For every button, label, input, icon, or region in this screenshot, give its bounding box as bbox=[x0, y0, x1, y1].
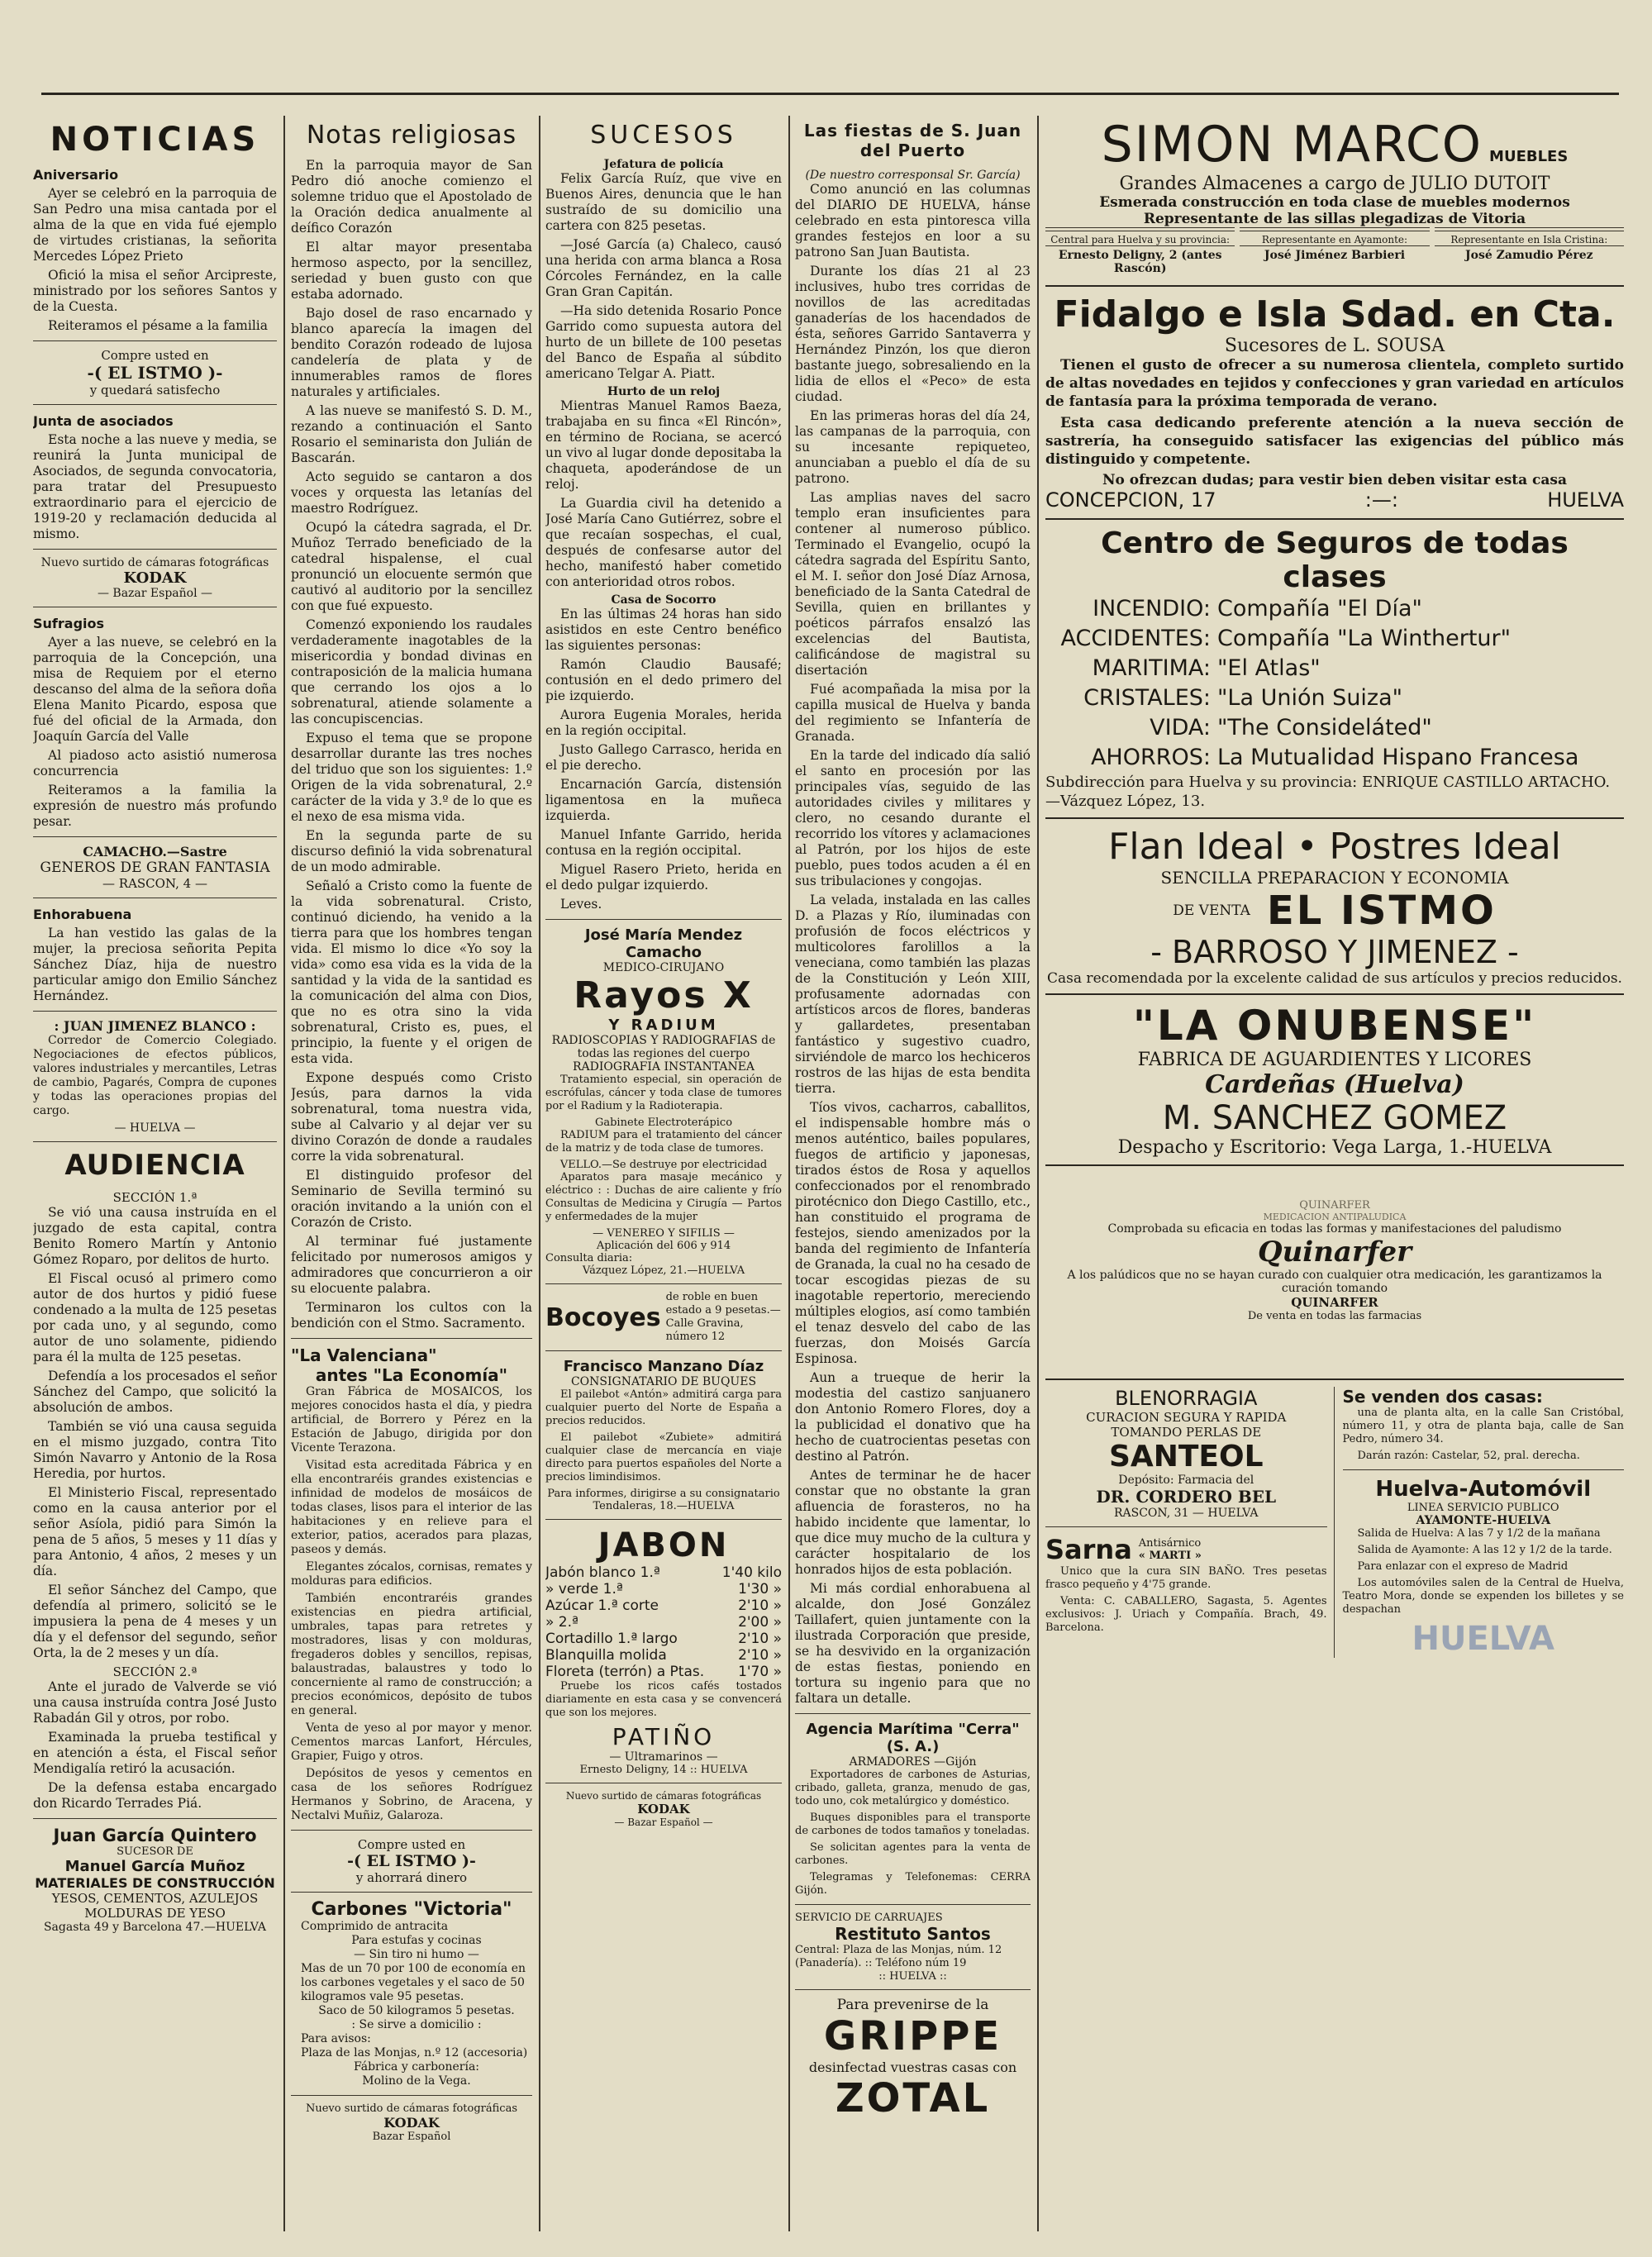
ad-text: Tratamiento especial, sin operación de escrófulas, cáncer y toda clase de tumores por el Radium y la Radioterapia. bbox=[545, 1074, 782, 1112]
ad-zotal: ZOTAL bbox=[835, 2075, 991, 2121]
ad-simon-marco: SIMON MARCO bbox=[1101, 116, 1483, 174]
ad-text: Tendaleras, 18.—HUELVA bbox=[593, 1500, 735, 1512]
ad-jimenez: : JUAN JIMENEZ BLANCO : bbox=[54, 1018, 256, 1034]
ad-el-istmo: EL ISTMO bbox=[1266, 888, 1497, 934]
ad-text: Corredor de Comercio Colegiado. Negociaciones de efectos públicos, valores industriales y mercantiles, Letras de cambio, Pagarés, Compra de cupones y todas las operaciones propias del cargo. bbox=[33, 1034, 277, 1117]
representatives-row bbox=[1045, 227, 1624, 275]
section-header-fiestas: Las fiestas de S. Juan del Puerto bbox=[803, 121, 1022, 160]
ad-text: Nuevo surtido de cámaras fotográficas bbox=[305, 2102, 518, 2115]
insurance-row bbox=[1045, 594, 1624, 624]
ad-text: Plaza de las Monjas, n.º 12 (accesoria) bbox=[301, 2046, 528, 2059]
ad-text: MOLDURAS DE YESO bbox=[84, 1906, 226, 1921]
column-divider bbox=[283, 116, 285, 2231]
ad-text: RADIOSCOPIAS Y RADIOGRAFIAS de todas las regiones del cuerpo RADIOGRAFIA INSTANTANEA bbox=[551, 1034, 776, 1074]
ad-text: Mas de un 70 por 100 de economía en los carbones vegetales y el saco de 50 kilogramos vale 95 pesetas. bbox=[301, 1962, 526, 2003]
article-text: —Ha sido detenida Rosario Ponce Garrido como supuesta autora del hurto de un billete de 100 pesetas del Banco de España al súbdito americano Telgar A. Piatt. bbox=[545, 303, 782, 381]
ad-text: Salida de Ayamonte: A las 12 y 1/2 de la tarde. bbox=[1357, 1544, 1612, 1556]
ad-barroso-jimenez: - BARROSO Y JIMENEZ - bbox=[1150, 934, 1519, 970]
article-text: Tíos vivos, cacharros, caballitos, el indispensable hombre más o menos auténtico, bailes populares, fuegos de artificio y japonesas, tirados éstos de Rosa y aquellos confeccionados por el renombrado pirotécnico don Diego Castillo, etc., han constituido el programa de festejos, siendo amenizados por la banda del regimiento de Infantería de Granada, la cual no ha cesado de tocar escogidas piezas de su inagotable repertorio, mereciendo múltiples elogios, así como también el tenaz desvelo del cabo de las fuerzas, don Moisés García Espinosa. bbox=[795, 1100, 1031, 1366]
ad-text: Se solicitan agentes para la venta de carbones. bbox=[795, 1841, 1031, 1867]
article-text: Bajo dosel de raso encarnado y blanco aparecía la imagen del bendito Corazón rodeado de lujosa candelería de plata y de innumerables ramos de flores naturales y artificiales. bbox=[291, 306, 532, 399]
article-text: La han vestido las galas de la mujer, la preciosa señorita Pepita Sánchez Díaz, hija de nuestro particular amigo don Emilio Sánchez Hernández. bbox=[33, 926, 277, 1003]
article-text: Fué acompañada la misa por la capilla musical de Huelva y banda del regimiento se Infantería de Granada. bbox=[795, 682, 1031, 744]
ad-text: SENCILLA PREPARACION Y ECONOMIA bbox=[1160, 868, 1509, 888]
insurance-list bbox=[1045, 594, 1624, 773]
article-text: Expuso el tema que se propone desarrollar durante las tres noches del triduo que son los siguientes: 1.º Origen de la vida sobrenatural, 2.º carácter de la vida y 3.º de lo que es el nexo de esa misma vida. bbox=[291, 731, 532, 824]
article-text: La velada, instalada en las calles D. a Plazas y Río, iluminadas con profusión de focos eléctricos y multicolores farolillos a la veneciana, como también las plazas de la Constitución y León XIII, profusamente adornadas con artísticos arcos de flores, banderas y gallardetes, presentaban fantástico y sugestivo cuadro, sirviéndole de marco los hechiceros rostros de las hijas de esta bendita tierra. bbox=[795, 893, 1031, 1096]
byline: (De nuestro corresponsal Sr. García) bbox=[805, 169, 1021, 182]
ad-text: Para enlazar con el expreso de Madrid bbox=[1357, 1560, 1569, 1573]
ad-text: MEDICO-CIRUJANO bbox=[602, 961, 725, 974]
column-divider bbox=[1037, 116, 1039, 2231]
price-item: Azúcar 1.ª corte bbox=[545, 1598, 659, 1614]
subsection: SECCIÓN 2.ª bbox=[112, 1664, 198, 1679]
ad-text: Subdirección para Huelva y su provincia: ENRIQUE CASTILLO ARTACHO.—Vázquez López, 13. bbox=[1045, 774, 1611, 810]
ad-kodak: KODAK bbox=[123, 569, 187, 587]
insurance-company: "La Unión Suiza" bbox=[1217, 685, 1403, 711]
insurance-type: AHORROS: bbox=[1090, 745, 1211, 770]
ad-text: A los palúdicos que no se hayan curado con cualquier otra medicación, les garantizamos la curación tomando bbox=[1067, 1269, 1602, 1295]
column-fiestas bbox=[795, 116, 1031, 2231]
column-sucesos bbox=[545, 116, 782, 2231]
article-text: Manuel Infante Garrido, herida contusa en la región occipital. bbox=[545, 827, 782, 858]
ad-text: Nuevo surtido de cámaras fotográficas bbox=[565, 1790, 762, 1802]
section-header-notas: Notas religiosas bbox=[306, 121, 517, 150]
section-header-audiencia: AUDIENCIA bbox=[64, 1149, 245, 1182]
article-text: Las amplias naves del sacro templo eran insuficientes para contener al numeroso público. Terminado el Evangelio, ocupó la cátedra sagrada del Espíritu Santo, el M. I. señor don José Díaz Arnosa, beneficiado de la Santa Catedral de Sevilla, quien en brillantes y poéticos párrafos ensalzó las excelencias del Bautista, calificándose de magistral su disertación bbox=[795, 490, 1031, 678]
ad-text: Para informes, dirigirse a su consignatario bbox=[547, 1488, 780, 1500]
representative bbox=[1240, 227, 1429, 275]
ad-text: Fábrica y carbonería: bbox=[353, 2060, 480, 2074]
ad-text: Esta casa dedicando preferente atención a la nueva sección de sastrería, ha conseguido satisfacer las exigencias del público más distinguido y competente. bbox=[1045, 415, 1624, 468]
ad-text: VELLO.—Se destruye por electricidad bbox=[559, 1159, 768, 1171]
ad-text: Elegantes zócalos, cornisas, remates y molduras para edificios. bbox=[291, 1560, 532, 1588]
ad-text: Gabinete Electroterápico bbox=[594, 1117, 733, 1129]
representative-role: Central para Huelva y su provincia: bbox=[1045, 231, 1235, 245]
ad-text: Para estufas y cocinas bbox=[351, 1934, 482, 1947]
ad-huelva-automovil: Huelva-Automóvil bbox=[1375, 1477, 1592, 1502]
article-text: En las últimas 24 horas han sido asistidos en este Centro benéfico las siguientes personas: bbox=[545, 607, 782, 653]
representative bbox=[1435, 227, 1624, 275]
price-item: Cortadillo 1.ª largo bbox=[545, 1631, 678, 1647]
article-title: Junta de asociados bbox=[33, 413, 174, 429]
article-text: Encarnación García, distensión ligamentosa en la muñeca izquierda. bbox=[545, 777, 782, 823]
ad-text: No ofrezcan dudas; para vestir bien deben visitar esta casa bbox=[1102, 472, 1568, 488]
ad-text: MEDICACION ANTIPALUDICA bbox=[1263, 1212, 1407, 1222]
ad-text: Sucesores de L. SOUSA bbox=[1224, 336, 1445, 356]
article-text: Ocupó la cátedra sagrada, el Dr. Muñoz Terrado beneficiado de la catedral hispalense, el cual pronunció un elocuente sermón que cautivó al auditorio por la sencillez con que fué expuesto. bbox=[291, 520, 532, 613]
article-text: Terminaron los cultos con la bendición con el Stmo. Sacramento. bbox=[291, 1300, 532, 1331]
ad-istmo: -( EL ISTMO )- bbox=[87, 363, 223, 383]
ad-text: Aplicación del 606 y 914 bbox=[596, 1240, 731, 1252]
article-text: Mi más cordial enhorabuena al alcalde, don José González Taillafert, quien juntamente con la ilustrada Corporación que preside, se ha desvivido en la organización de estas fiestas, poniendo en tortura su ingenio para que no faltara un detalle. bbox=[795, 1581, 1031, 1706]
article-text: Se vió una causa instruída en el juzgado de esta capital, contra Benito Romero Martín y Antonio Gómez Roparo, por delitos de hurto. bbox=[33, 1205, 277, 1267]
article-text: Señaló a Cristo como la fuente de la vida sobrenatural. Cristo, continuó diciendo, ha venido a la tierra para que los hombres tengan vida. El mismo lo dice «Yo soy la vida» como esa vida es la vida de la santidad y la vida de la santidad es la comunicación del alma con Dios, que no es otra sino la vida sobrenatural, Cristo es, pues, el principio, la fuente y el origen de esta vida. bbox=[291, 879, 532, 1066]
article-text: Durante los días 21 al 23 inclusives, hubo tres corridas de novillos de las acreditadas ganaderías de los hacendados de ésta, señores Garrido Santaverra y Hernández Pinzón, los que dieron bastante juego, sobresaliendo en la lidia de ellos el «Peco» de esta ciudad. bbox=[795, 264, 1031, 404]
ad-text: Nuevo surtido de cámaras fotográficas bbox=[40, 556, 269, 569]
ad-seguros: Centro de Seguros de todas clases bbox=[1101, 526, 1569, 594]
price-row bbox=[545, 1581, 782, 1598]
ad-text: Esmerada construcción en toda clase de muebles modernos bbox=[1099, 194, 1570, 211]
article-text: Reiteramos el pésame a la familia bbox=[48, 318, 268, 333]
ad-text: QUINARFER bbox=[1299, 1199, 1370, 1212]
ad-text: SERVICIO DE CARRUAJES bbox=[795, 1912, 943, 1924]
ad-text: AYAMONTE-HUELVA bbox=[1416, 1514, 1551, 1527]
ad-text: Buques disponibles para el transporte de carbones de todos tamaños y toneladas. bbox=[795, 1812, 1031, 1837]
ad-santeol: SANTEOL bbox=[1108, 1440, 1264, 1474]
article-text: Antes de terminar he de hacer constar que no obstante la gran afluencia de forasteros, no ha habido incidente que lamentar, lo que dice muy mucho de la cultura y carácter hospitalario de los honrados hijos de esta población. bbox=[795, 1468, 1031, 1577]
article-text: Ramón Claudio Bausafé; contusión en el dedo primero del pie izquierdo. bbox=[545, 657, 782, 703]
ad-text: Representante de las sillas plegadizas de Vitoria bbox=[1143, 211, 1526, 227]
ad-text: MATERIALES DE CONSTRUCCIÓN bbox=[35, 1875, 275, 1891]
ad-text: Los automóviles salen de la Central de Huelva, Teatro Mora, donde se expenden los billetes y se despachan bbox=[1342, 1577, 1624, 1616]
ad-text: Para prevenirse de la bbox=[836, 1997, 989, 2013]
insurance-type: VIDA: bbox=[1150, 715, 1211, 740]
price-row bbox=[545, 1631, 782, 1647]
price-item: » verde 1.ª bbox=[545, 1581, 623, 1598]
article-text: De la defensa estaba encargado don Ricardo Terrades Piá. bbox=[33, 1780, 277, 1811]
ad-text: — Ultramarinos — bbox=[609, 1750, 718, 1764]
ad-text: RASCON, 31 — HUELVA bbox=[1113, 1507, 1259, 1520]
insurance-company: La Mutualidad Hispano Francesa bbox=[1217, 745, 1579, 770]
price-row bbox=[545, 1564, 782, 1581]
ad-sanchez-gomez: M. SANCHEZ GOMEZ bbox=[1162, 1099, 1507, 1137]
article-text: Ayer a las nueve, se celebró en la parroquia de la Concepción, una misa de Requiem por el eterno descanso del alma de la señora doña Elena Manito Picardo, esposa que fué del oficial de la Armada, don Joaquín García del Valle bbox=[33, 635, 277, 744]
ad-text: — RASCON, 4 — bbox=[102, 876, 207, 891]
ad-text: El pailebot «Zubiete» admitirá cualquier clase de mercancía en viaje directo para puertos españoles del Norte a precios limindisimos. bbox=[545, 1431, 782, 1483]
ad-text: El pailebot «Antón» admitirá carga para cualquier puerto del Norte de España a precios reducidos. bbox=[545, 1388, 782, 1427]
ad-rayos-x: Rayos X bbox=[574, 974, 754, 1017]
ad-text: — Bazar Español — bbox=[97, 587, 213, 600]
ad-carruajes: Restituto Santos bbox=[835, 1924, 991, 1944]
article-text: El Ministerio Fiscal, representado como en la causa anterior por el señor Asíola, pidió para Simón la pena de 5 años, 5 meses y 11 días y para Antonio, 4 años, 2 meses y un día. bbox=[33, 1485, 277, 1578]
article-text: Mientras Manuel Ramos Baeza, trabajaba en su finca «El Rincón», en término de Rociana, se acercó un vivo al lugar donde depositaba la chaqueta, apoderándose de un reloj. bbox=[545, 398, 782, 492]
ad-text: :: HUELVA :: bbox=[878, 1970, 947, 1983]
insurance-company: Compañía "El Día" bbox=[1217, 596, 1422, 621]
ad-valenciana-subtitle: antes "La Economía" bbox=[315, 1365, 508, 1385]
representative-name: Ernesto Deligny, 2 (antes Rascón) bbox=[1045, 245, 1235, 275]
ad-manzano: Francisco Manzano Díaz bbox=[563, 1358, 764, 1375]
ad-blenorragia: BLENORRAGIA bbox=[1115, 1387, 1258, 1410]
ad-text: « MARTI » bbox=[1138, 1550, 1202, 1562]
article-text: Aun a trueque de herir la modestia del castizo sanjuanero don Antonio Romero Flores, doy a la publicidad el donativo que ha hecho de cuatrocientas pesetas con destino al Patrón. bbox=[795, 1370, 1031, 1464]
ad-text: DE VENTA bbox=[1173, 902, 1250, 919]
ad-text: Depósitos de yesos y cementos en casa de los señores Rodríguez Hermanos y Sobrino, de Aracena, y Nectalvi Muñiz, Galaroza. bbox=[291, 1767, 532, 1822]
ad-text: Unico que la cura SIN BAÑO. Tres pesetas frasco pequeño y 4'75 grande. bbox=[1045, 1565, 1327, 1591]
top-rule bbox=[41, 93, 1619, 95]
article-text: Expone después como Cristo Jesús, para darnos la vida sobrenatural, toma nuestra vida, sube al Calvario y al dejar ver su divino Corazón de donde a raudales corre la vida sobrenatural. bbox=[291, 1070, 532, 1164]
insurance-row bbox=[1045, 624, 1624, 654]
insurance-company: "El Atlas" bbox=[1217, 655, 1321, 681]
article-text: Ante el jurado de Valverde se vió una causa instruída contra José Justo Rabadán Gil y otros, por robo. bbox=[33, 1679, 277, 1726]
ad-text: FABRICA DE AGUARDIENTES Y LICORES bbox=[1137, 1050, 1532, 1070]
ad-text: ARMADORES —Gijón bbox=[849, 1755, 977, 1769]
ad-carbones-title: Carbones "Victoria" bbox=[311, 1899, 512, 1920]
ad-text: Depósito: Farmacia del bbox=[1118, 1474, 1254, 1487]
article-text: Esta noche a las nueve y media, se reunirá la Junta municipal de Asociados, de segunda convocatoria, para tratar del Presupuesto extraordinario para el ejercicio de 1919-20 y reclamación deducida al mismo. bbox=[33, 432, 277, 541]
insurance-type: ACCIDENTES: bbox=[1060, 626, 1211, 651]
article-text: Comenzó exponiendo los raudales verdaderamente inagotables de la misericordia y bondad divinas en contraposición de la malicia humana que cerrando los ojos a lo sobrenatural, atiende solamente a las concupiscencias. bbox=[291, 617, 532, 726]
price-value: 2'10 » bbox=[738, 1598, 782, 1614]
ad-text: RADIUM para el tratamiento del cáncer de la matriz y de toda clase de tumores. bbox=[545, 1129, 782, 1155]
ad-text: CONCEPCION, 17 bbox=[1045, 488, 1216, 512]
ad-camacho: CAMACHO.—Sastre bbox=[83, 844, 227, 859]
ad-text: QUINARFER bbox=[1291, 1295, 1378, 1310]
ad-text: Venta: C. CABALLERO, Sagasta, 5. Agentes exclusivos: J. Uriach y Compañía. Brach, 49. Barcelona. bbox=[1045, 1595, 1327, 1634]
insurance-row bbox=[1045, 683, 1624, 713]
article-text: Acto seguido se cantaron a dos voces y orquesta las letanías del maestro Rodríguez. bbox=[291, 469, 532, 516]
ad-text: LINEA SERVICIO PUBLICO bbox=[1407, 1502, 1559, 1514]
ad-text: Bazar Español bbox=[372, 2131, 451, 2143]
ad-fidalgo: Fidalgo e Isla Sdad. en Cta. bbox=[1054, 293, 1616, 336]
article-text: Reiteramos a la familia la expresión de nuestro más profundo pesar. bbox=[33, 783, 277, 829]
article-text: Al piadoso acto asistió numerosa concurrencia bbox=[33, 748, 277, 779]
column-notas-religiosas bbox=[291, 116, 532, 2231]
ad-text: GENEROS DE GRAN FANTASIA bbox=[40, 859, 270, 876]
article-text: A las nueve se manifestó S. D. M., rezando a continuación el Santo Rosario el seminarista don Julián de Bascarán. bbox=[291, 403, 532, 465]
article-title: Aniversario bbox=[33, 167, 119, 183]
price-row bbox=[545, 1664, 782, 1680]
ad-text: Comprobada su eficacia en todas las formas y manifestaciones del paludismo bbox=[1107, 1222, 1562, 1236]
article-text: Ayer se celebró en la parroquia de San Pedro una misa cantada por el alma de la que en vida fué ejemplo de virtudes cristianas, la señorita Mercedes López Prieto bbox=[33, 186, 277, 264]
ad-istmo: -( EL ISTMO )- bbox=[347, 1852, 476, 1870]
subheading: Casa de Socorro bbox=[611, 593, 717, 607]
section-header-sucesos: SUCESOS bbox=[590, 121, 737, 150]
price-item: » 2.ª bbox=[545, 1614, 579, 1631]
price-value: 1'40 kilo bbox=[721, 1564, 782, 1581]
article-text: En las primeras horas del día 24, las campanas de la parroquia, con su incesante repiqueteo, anunciaban a pueblo el día de su patrono. bbox=[795, 408, 1031, 486]
article-title: Sufragios bbox=[33, 616, 105, 631]
subheading: Hurto de un reloj bbox=[607, 385, 721, 398]
article-text: El distinguido profesor del Seminario de Sevilla terminó su oración invitando a la unión con el Corazón de Cristo. bbox=[291, 1168, 532, 1230]
price-item: Floreta (terrón) a Ptas. bbox=[545, 1664, 705, 1680]
insurance-company: "The Consideláted" bbox=[1217, 715, 1432, 740]
article-text: En la tarde del indicado día salió el santo en procesión por las principales vías, seguido de las autoridades civiles y militares y clero, no cesando durante el recorrido los vítores y aclamaciones al Patrón, por los hijos de este pueblo, pues todos acuden a él en sus tribulaciones y congojas. bbox=[795, 748, 1031, 888]
ad-text: — Sin tiro ni humo — bbox=[354, 1948, 479, 1961]
ad-text: Visitad esta acreditada Fábrica y en ella encontraréis grandes existencias e infinidad de modelos de mosáicos de todas clases, lisos para el interior de las habitaciones y en relieve para el exterior, patios, acerados para plazas, paseos y demás. bbox=[291, 1459, 532, 1556]
ad-text: CONSIGNATARIO DE BUQUES bbox=[570, 1375, 757, 1388]
price-value: 1'30 » bbox=[738, 1581, 782, 1598]
article-text: El Fiscal ocusó al primero como autor de dos hurtos y pidió fuese condenado a la multa de 125 pesetas por cada uno, y al segundo, como autor de uno solamente, pidiendo para él la multa de 125 pesetas. bbox=[33, 1271, 277, 1364]
insurance-row bbox=[1045, 713, 1624, 743]
section-header-noticias: NOTICIAS bbox=[50, 121, 260, 159]
ad-flan-ideal: Flan Ideal • Postres Ideal bbox=[1108, 826, 1561, 868]
price-value: 1'70 » bbox=[738, 1664, 782, 1680]
ad-text: Consulta diaria: bbox=[545, 1252, 633, 1264]
representative-role: Representante en Ayamonte: bbox=[1240, 231, 1429, 245]
article-text: El altar mayor presentaba hermoso aspecto, por la sencillez, seriedad y buen gusto con que estaba adornado. bbox=[291, 240, 532, 302]
ad-text: Telegramas y Telefonemas: CERRA Gijón. bbox=[795, 1871, 1031, 1897]
ad-text: Central: Plaza de las Monjas, núm. 12 (Panadería). :: Teléfono núm 19 bbox=[795, 1944, 1002, 1969]
insurance-row bbox=[1045, 654, 1624, 683]
ad-text: Venta de yeso al por mayor y menor. Cementos marcas Lanfort, Hércules, Grapier, Fuigo y otros. bbox=[291, 1721, 532, 1763]
price-list bbox=[545, 1564, 782, 1680]
price-row bbox=[545, 1598, 782, 1614]
ad-text: Exportadores de carbones de Asturias, cribado, galleta, granza, menudo de gas, todo uno, cok metalúrgico y doméstico. bbox=[795, 1769, 1031, 1807]
insurance-type: MARITIMA: bbox=[1092, 655, 1211, 681]
ad-text: Ernesto Deligny, 14 :: HUELVA bbox=[579, 1764, 748, 1776]
price-row bbox=[545, 1614, 782, 1631]
ad-valenciana-title: "La Valenciana" bbox=[291, 1345, 437, 1365]
column-anuncios bbox=[1045, 116, 1624, 2231]
article-text: La Guardia civil ha detenido a José María Cano Gutiérrez, sobre el que recaían sospechas, el cual, después de confesarse autor del hecho, manifestó haber cometido con anterioridad otros robos. bbox=[545, 496, 782, 589]
ad-text: Grandes Almacenes a cargo de JULIO DUTOIT bbox=[1119, 174, 1550, 194]
ad-text: Pruebe los ricos cafés tostados diariamente en esta casa y se convencerá que son los mejores. bbox=[545, 1680, 782, 1719]
ad-text: De venta en todas las farmacias bbox=[1247, 1310, 1422, 1322]
price-value: 2'00 » bbox=[738, 1614, 782, 1631]
article-text: En la parroquia mayor de San Pedro dió anoche comienzo el solemne triduo que el Apostolado de la Oración dedica anualmente al deífico Corazón bbox=[291, 158, 532, 236]
ad-text: Saco de 50 kilogramos 5 pesetas. bbox=[318, 2004, 515, 2017]
ad-text: YESOS, CEMENTOS, AZULEJOS bbox=[51, 1891, 259, 1906]
insurance-company: Compañía "La Winthertur" bbox=[1217, 626, 1512, 651]
article-text: Ofició la misa el señor Arcipreste, ministrado por los señores Santos y de la Cuesta. bbox=[33, 268, 277, 314]
ad-cerra: Agencia Marítima "Cerra" (S. A.) bbox=[806, 1721, 1020, 1755]
price-value: 2'10 » bbox=[738, 1631, 782, 1647]
price-value: 2'10 » bbox=[738, 1647, 782, 1664]
price-item: Jabón blanco 1.ª bbox=[545, 1564, 660, 1581]
ad-kodak: KODAK bbox=[637, 1802, 690, 1817]
ad-text: DR. CORDERO BEL bbox=[1096, 1487, 1277, 1507]
ad-mendez: José María Mendez Camacho bbox=[584, 926, 743, 961]
ad-text: Darán razón: Castelar, 52, pral. derecha. bbox=[1357, 1450, 1580, 1462]
article-text: Felix García Ruíz, que vive en Buenos Aires, denuncia que le han sustraído de su domicilio una cartera con 825 pesetas. bbox=[545, 171, 782, 233]
ad-casas: Se venden dos casas: bbox=[1342, 1387, 1543, 1407]
ad-text: TOMANDO PERLAS DE bbox=[1111, 1425, 1262, 1440]
article-title: Enhorabuena bbox=[33, 907, 132, 922]
ad-text: Compre usted en bbox=[357, 1837, 466, 1852]
subheading: Jefatura de policía bbox=[603, 158, 724, 171]
representative-name: José Zamudio Pérez bbox=[1435, 245, 1624, 262]
article-text: En la segunda parte de su discurso definió la vida sobrenatural de un modo admirable. bbox=[291, 828, 532, 874]
ad-text: HUELVA bbox=[1547, 488, 1624, 512]
article-text: Examinada la prueba testifical y en atención a ésta, el Fiscal señor Mendigalía retiró la acusación. bbox=[33, 1730, 277, 1776]
ad-patino: PATIÑO bbox=[612, 1723, 716, 1750]
article-text: —José García (a) Chaleco, causó una herida con arma blanca a Rosa Córcoles Fernández, en la calle Gran Gran Capitán. bbox=[545, 237, 782, 299]
article-text: Leves. bbox=[560, 897, 602, 912]
library-stamp: HUELVA bbox=[1412, 1620, 1554, 1658]
ad-text: Vázquez López, 21.—HUELVA bbox=[582, 1264, 745, 1277]
price-item: Blanquilla molida bbox=[545, 1647, 667, 1664]
ad-text: SUCESOR DE bbox=[117, 1845, 193, 1858]
column-noticias bbox=[33, 116, 277, 2231]
ad-text: Gran Fábrica de MOSAICOS, los mejores conocidos hasta el día, y piedra artificial, de Borrero y Pérez en la Estación de Jabugo, dirigida por don Vicente Terazona. bbox=[291, 1385, 532, 1455]
article-text: Miguel Rasero Prieto, herida en el dedo pulgar izquierdo. bbox=[545, 862, 782, 893]
column-divider bbox=[788, 116, 790, 2231]
ad-text: Cardeñas (Huelva) bbox=[1205, 1070, 1464, 1099]
ad-text: Salida de Huelva: A las 7 y 1/2 de la mañana bbox=[1357, 1527, 1601, 1540]
article-text: También se vió una causa seguida en el mismo juzgado, contra Tito Simón Navarro y Antonio de la Rosa Heredia, por hurtos. bbox=[33, 1419, 277, 1481]
ad-text: una de planta alta, en la calle San Cristóbal, número 11, y otra de planta baja, calle de San Pedro, número 34. bbox=[1342, 1407, 1624, 1445]
ad-text: MUEBLES bbox=[1489, 148, 1569, 165]
ad-grippe: GRIPPE bbox=[823, 2013, 1002, 2059]
representative-name: José Jiménez Barbieri bbox=[1240, 245, 1429, 262]
ad-la-onubense: "LA ONUBENSE" bbox=[1132, 1002, 1537, 1050]
ad-text: — Bazar Español — bbox=[614, 1817, 713, 1828]
ad-text: Despacho y Escritorio: Vega Larga, 1.-HUELVA bbox=[1117, 1137, 1552, 1158]
ad-text: CURACION SEGURA Y RAPIDA bbox=[1086, 1410, 1287, 1425]
ad-text: Compre usted en bbox=[101, 348, 209, 363]
representative-role: Representante en Isla Cristina: bbox=[1435, 231, 1624, 245]
ad-text: También encontraréis grandes existencias en piedra artificial, umbrales, tapas para retretes y mostradores, lisas y con molduras, fregaderos dobles y sencillos, repisas, balaustradas, balaustres y todo lo concerniente al ramo de construcción; a precios económicos, depósito de tubos en general. bbox=[291, 1592, 532, 1717]
price-row bbox=[545, 1647, 782, 1664]
article-text: Justo Gallego Carrasco, herida en el pie derecho. bbox=[545, 742, 782, 773]
ad-text: :—: bbox=[1364, 488, 1398, 512]
ad-text: Molino de la Vega. bbox=[362, 2074, 471, 2088]
subsection: SECCIÓN 1.ª bbox=[112, 1190, 198, 1205]
article-text: Aurora Eugenia Morales, herida en la región occipital. bbox=[545, 707, 782, 738]
insurance-row bbox=[1045, 743, 1624, 773]
ad-quinarfer: Quinarfer bbox=[1257, 1236, 1412, 1269]
insurance-type: INCENDIO: bbox=[1093, 596, 1211, 621]
ad-text: Comprimido de antracita bbox=[301, 1920, 449, 1933]
article-text: Defendía a los procesados el señor Sánchez del Campo, que solicitó la absolución de ambos. bbox=[33, 1369, 277, 1415]
article-text: Como anunció en las columnas del DIARIO DE HUELVA, hánse celebrado en esta pintoresca villa grandes festejos en loor a su patrono San Juan Bautista. bbox=[795, 182, 1031, 260]
ad-text: Manuel García Muñoz bbox=[64, 1858, 245, 1875]
ad-text: Tienen el gusto de ofrecer a su numerosa clientela, completo surtido de altas novedades en tejidos y confecciones y gran variedad en artículos de fantasía para la próxima temporada de verano. bbox=[1045, 357, 1624, 410]
ad-sarna: Sarna bbox=[1045, 1534, 1132, 1565]
representative bbox=[1045, 227, 1235, 275]
ad-text: Antisárnico bbox=[1138, 1537, 1202, 1550]
ad-text: Aparatos para masaje mecánico y eléctrico : : Duchas de aire caliente y frío Consultas de Medicina y Cirugía — Partos y enfermedades de la mujer bbox=[545, 1171, 782, 1223]
ad-text: y ahorrará dinero bbox=[355, 1870, 468, 1885]
ad-jabon: JABON bbox=[597, 1526, 730, 1564]
ad-radium: Y RADIUM bbox=[608, 1017, 719, 1034]
ad-text: : Se sirve a domicilio : bbox=[351, 2018, 482, 2031]
ad-quintero: Juan García Quintero bbox=[53, 1826, 257, 1845]
ad-text: y quedará satisfecho bbox=[89, 383, 221, 398]
ad-text: Casa recomendada por la excelente calidad de sus artículos y precios reducidos. bbox=[1047, 970, 1622, 987]
article-text: Al terminar fué justamente felicitado por numerosos amigos y admiradores que concurrieron a oir su elocuente palabra. bbox=[291, 1234, 532, 1296]
ad-bocoyes: Bocoyes bbox=[545, 1302, 661, 1332]
article-text: El señor Sánchez del Campo, que defendía al primero, solicitó se le impusiera la pena de 4 meses y un día y el defensor del segundo, señor Orta, la de 2 meses y un día. bbox=[33, 1583, 277, 1660]
ad-text: Para avisos: bbox=[301, 2032, 371, 2045]
column-divider bbox=[539, 116, 540, 2231]
ad-text: — VENEREO Y SIFILIS — bbox=[593, 1227, 735, 1240]
insurance-type: CRISTALES: bbox=[1083, 685, 1211, 711]
ad-text: desinfectad vuestras casas con bbox=[808, 2059, 1017, 2075]
ad-text: Sagasta 49 y Barcelona 47.—HUELVA bbox=[43, 1921, 267, 1934]
ad-text: — HUELVA — bbox=[114, 1121, 196, 1135]
ad-text: de roble en buen estado a 9 pesetas.—Calle Gravina, número 12 bbox=[665, 1291, 781, 1343]
ad-kodak: KODAK bbox=[383, 2115, 440, 2131]
